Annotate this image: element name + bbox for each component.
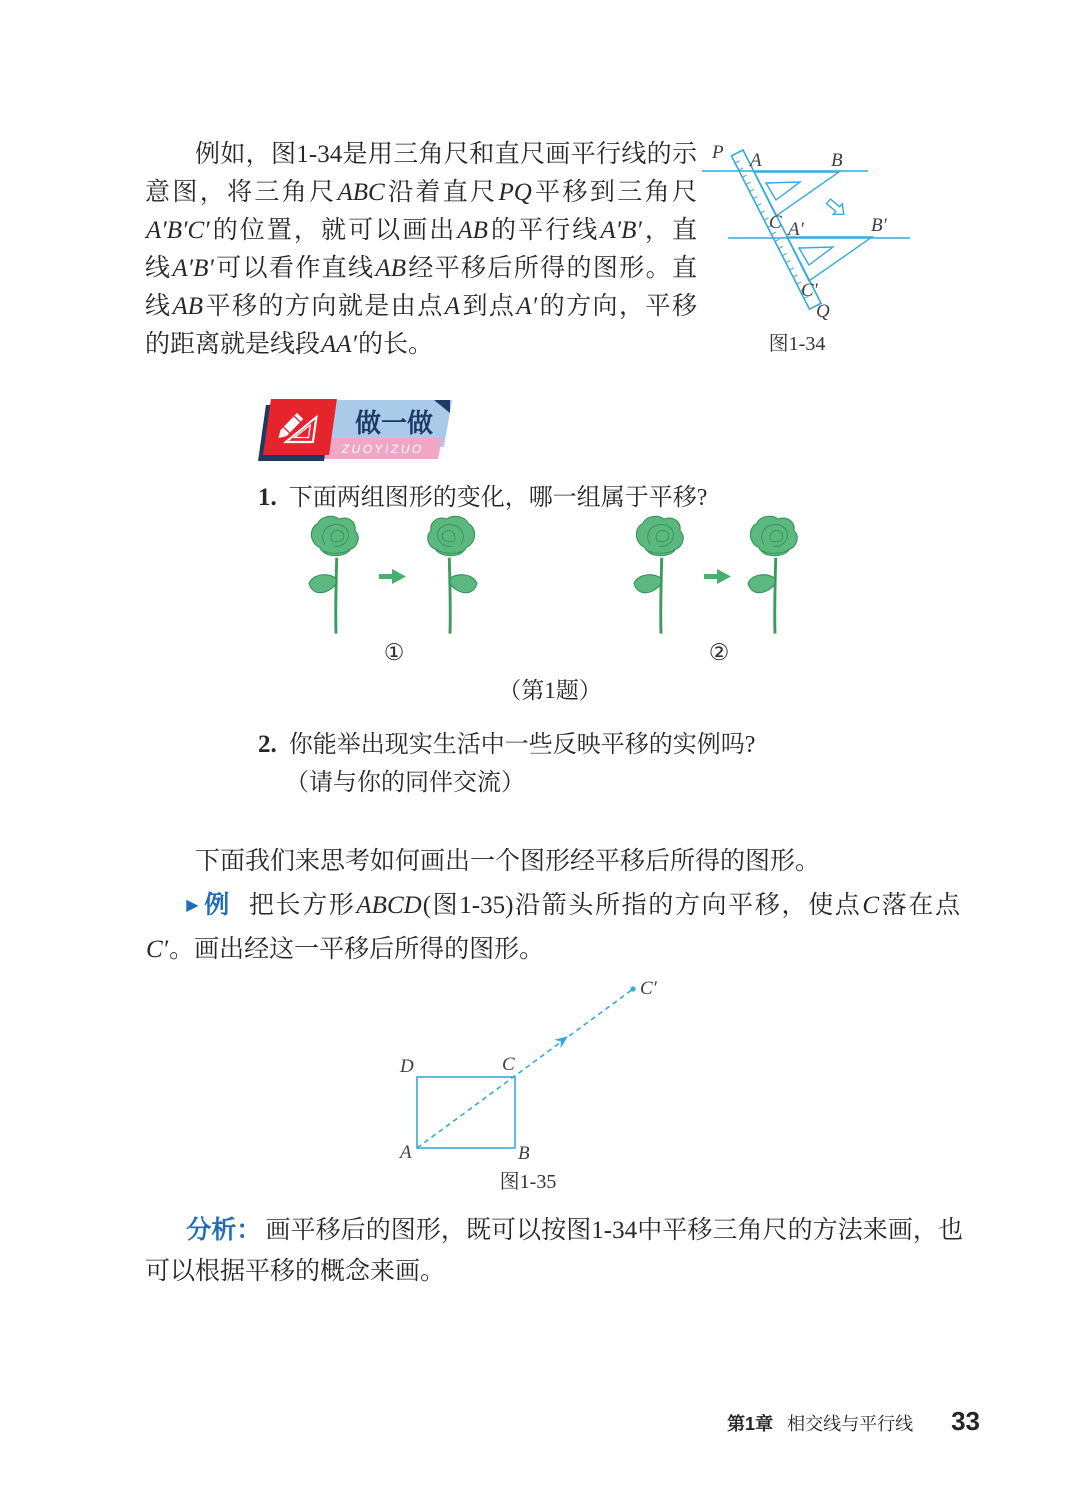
text-line: C′。画出经这一平移后所得的图形。 [146,936,545,963]
footer-chapter-title: 相交线与平行线 [787,1414,914,1434]
label-A: A [750,150,762,171]
figure-1-35 [380,958,690,1203]
footer-chapter: 第1章 [727,1414,774,1434]
question-1-caption: （第1题） [498,678,602,703]
green-arrow-icon [703,568,733,585]
question-1-number: 1. [258,484,277,511]
text-line [145,884,960,929]
badge-subtitle: ZUOYIZUO [340,441,426,456]
label-C-prime: C′ [640,978,657,999]
flower-illustration-translated [742,514,808,638]
badge-icon-tile [263,399,337,455]
flower-group-2 [628,514,808,638]
green-arrow-icon [378,568,408,585]
label-B: B [518,1143,530,1164]
figure-1-34-caption: 图1-34 [768,333,826,355]
zuoyizuo-badge [258,396,470,470]
example-marker-icon: ▶ [186,895,201,914]
label-C: C [769,212,782,233]
question-2-number: 2. [258,731,277,758]
set-square-abc [754,172,839,216]
analysis-paragraph [145,1210,963,1292]
badge-title: 做一做 [354,408,433,438]
label-P: P [712,142,724,163]
label-Q: Q [816,301,830,322]
translation-dashed-line [417,989,633,1148]
text-line: 可以根据平移的概念来画。 [145,1258,446,1285]
group-1-label: ① [383,640,405,665]
text-line: 线AB平移的方向就是由点A到点A′的方向，平移 [145,293,697,320]
text-line [145,1210,963,1251]
analysis-text: 画平移后的图形，既可以按图1-34中平移三角尺的方法来画，也 [265,1217,963,1244]
analysis-label: 分析： [186,1216,262,1244]
label-B: B [831,150,843,171]
badge-pink-strip [324,438,442,459]
text-line: 线A′B′可以看作直线AB经平移后所得的图形。直 [145,255,697,282]
label-D: D [400,1056,414,1077]
label-C-prime: C′ [801,280,818,301]
flower-illustration [628,514,694,638]
question-2-note: （请与你的同伴交流） [285,770,525,796]
text-line: 意图，将三角尺ABC沿着直尺PQ平移到三角尺 [145,179,697,206]
question-2 [258,724,755,759]
example-marker-label: 例 [204,891,231,919]
example-text: 把长方形ABCD(图1-35)沿箭头所指的方向平移，使点C落在点 [248,892,960,919]
label-A: A [400,1142,412,1163]
label-C: C [502,1054,515,1075]
set-square-pencil-icon [276,406,324,448]
question-2-text: 你能举出现实生活中一些反映平移的实例吗? [288,732,756,758]
figure-1-34 [698,136,1008,369]
flower-group-1 [303,514,483,638]
group-2-label: ② [708,640,730,665]
page-footer [727,1406,980,1437]
text-line: 例如，图1-34是用三角尺和直尺画平行线的示 [195,141,697,168]
figure-1-35-caption: 图1-35 [499,1171,557,1193]
figure-1-34-drawing [698,136,1008,364]
footer-page-number: 33 [951,1406,980,1436]
flower-illustration [303,514,369,638]
label-A-prime: A′ [788,219,804,240]
intro-paragraph [145,136,697,364]
question-1 [258,477,707,512]
text-line: 的距离就是线段AA′的长。 [145,331,434,358]
question-1-text: 下面两组图形的变化，哪一组属于平移? [288,485,708,511]
figure-1-35-drawing [380,958,690,1198]
label-B-prime: B′ [871,215,887,236]
text-line: A′B′C′的位置，就可以画出AB的平行线A′B′，直 [146,217,697,244]
flower-illustration-mirrored [417,514,483,638]
translate-direction-arrow-icon [824,196,848,220]
point-c-prime-dot [630,986,635,991]
transition-paragraph: 下面我们来思考如何画出一个图形经平移后所得的图形。 [195,848,821,875]
set-square-a2b2c2 [787,237,872,281]
